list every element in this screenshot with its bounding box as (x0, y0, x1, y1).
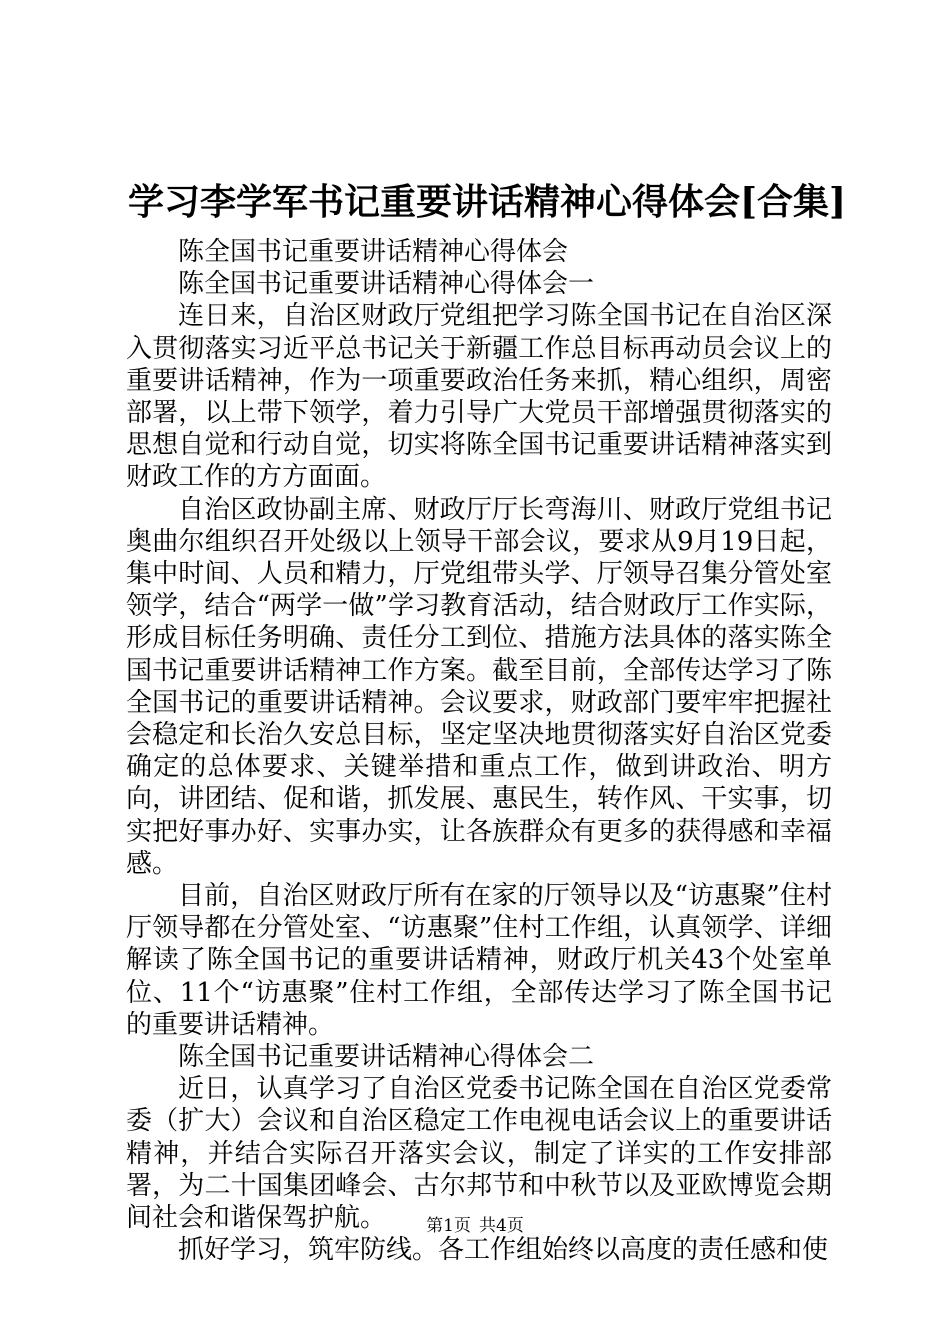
body-paragraph: 抓好学习，筑牢防线。各工作组始终以高度的责任感和使 (178, 1235, 829, 1266)
section-heading: 陈全国书记重要讲话精神心得体会 (178, 237, 569, 267)
body-paragraph: 近日，认真学习了自治区党委书记陈全国在自治区党委常委（扩大）会议和自治区稳定工作电视电话会议上的重要讲话精神，并结合实际召开落实会议，制定了详实的工作安排部署，为二十国集团峰会、古尔邦节和中秋节以及亚欧博览会期间社会和谐保驾护航。 (126, 1074, 832, 1234)
page-number: 第1页 (426, 1216, 471, 1236)
page-total: 共4页 (479, 1216, 524, 1236)
body-paragraph: 目前，自治区财政厅所有在家的厅领导以及“访惠聚”住村厅领导都在分管处室、“访惠聚”住村工作组，认真领学、详细解读了陈全国书记的重要讲话精神，财政厅机关43个处室单位、11个“访惠聚”住村工作组，全部传达学习了陈全国书记的重要讲话精神。 (126, 881, 832, 1040)
section-heading: 陈全国书记重要讲话精神心得体会二 (178, 1042, 595, 1073)
page-footer (0, 1214, 950, 1238)
body-paragraph: 自治区政协副主席、财政厅厅长弯海川、财政厅党组书记奥曲尔组织召开处级以上领导干部会议，要求从9月19日起，集中时间、人员和精力，厅党组带头学、厅领导召集分管处室领学，结合“两学一做”学习教育活动，结合财政厅工作实际，形成目标任务明确、责任分工到位、措施方法具体的落实陈全国书记重要讲话精神工作方案。截至目前，全部传达学习了陈全国书记的重要讲话精神。会议要求，财政部门要牢牢把握社会稳定和长治久安总目标，坚定坚决地贯彻落实好自治区党委确定的总体要求、关键举措和重点工作，做到讲政治、明方向，讲团结、促和谐，抓发展、惠民生，转作风、干实事，切实把好事办好、实事办实，让各族群众有更多的获得感和幸福感。 (126, 494, 832, 879)
document-title: 学习李学军书记重要讲话精神心得体会[合集] (128, 181, 847, 223)
section-heading: 陈全国书记重要讲话精神心得体会一 (178, 269, 595, 300)
body-paragraph: 连日来，自治区财政厅党组把学习陈全国书记在自治区深入贯彻落实习近平总书记关于新疆工作总目标再动员会议上的重要讲话精神，作为一项重要政治任务来抓，精心组织，周密部署，以上带下领学，着力引导广大党员干部增强贯彻落实的思想自觉和行动自觉，切实将陈全国书记重要讲话精神落实到财政工作的方方面面。 (126, 301, 832, 493)
document-body (126, 236, 832, 1267)
